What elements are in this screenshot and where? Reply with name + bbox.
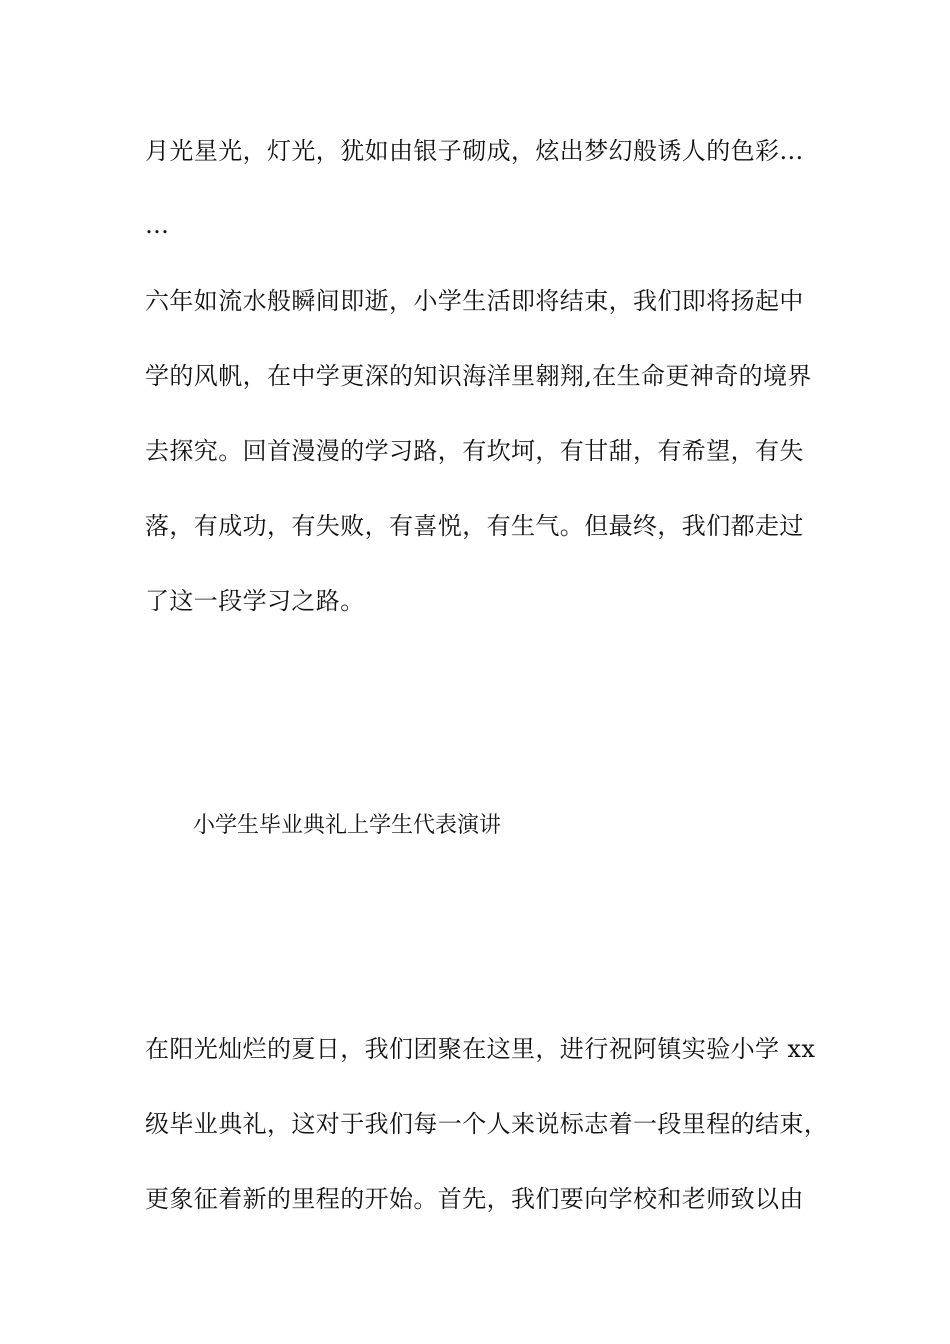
- paragraph-2-line-4: 落，有成功，有失败，有喜悦，有生气。但最终，我们都走过: [145, 512, 804, 540]
- section-title: 小学生毕业典礼上学生代表演讲: [193, 813, 502, 838]
- paragraph-2-line-1: 六年如流水般瞬间即逝，小学生活即将结束，我们即将扬起中: [145, 287, 804, 315]
- paragraph-2-line-3: 去探究。回首漫漫的学习路，有坎坷，有甘甜，有希望，有失: [145, 437, 804, 465]
- paragraph-1-line-1: 月光星光，灯光，犹如由银子砌成，炫出梦幻般诱人的色彩…: [145, 137, 804, 165]
- paragraph-3-line-3: 更象征着新的里程的开始。首先，我们要向学校和老师致以由: [145, 1185, 804, 1213]
- paragraph-3-line-2: 级毕业典礼，这对于我们每一个人来说标志着一段里程的结束，: [145, 1110, 829, 1138]
- paragraph-2-line-5: 了这一段学习之路。: [145, 587, 365, 615]
- paragraph-2-line-2: 学的风帆，在中学更深的知识海洋里翱翔,在生命更神奇的境界: [145, 362, 812, 390]
- paragraph-3-line-1: 在阳光灿烂的夏日，我们团聚在这里，进行祝阿镇实验小学 xx: [145, 1035, 816, 1063]
- paragraph-1-line-2: …: [145, 211, 170, 239]
